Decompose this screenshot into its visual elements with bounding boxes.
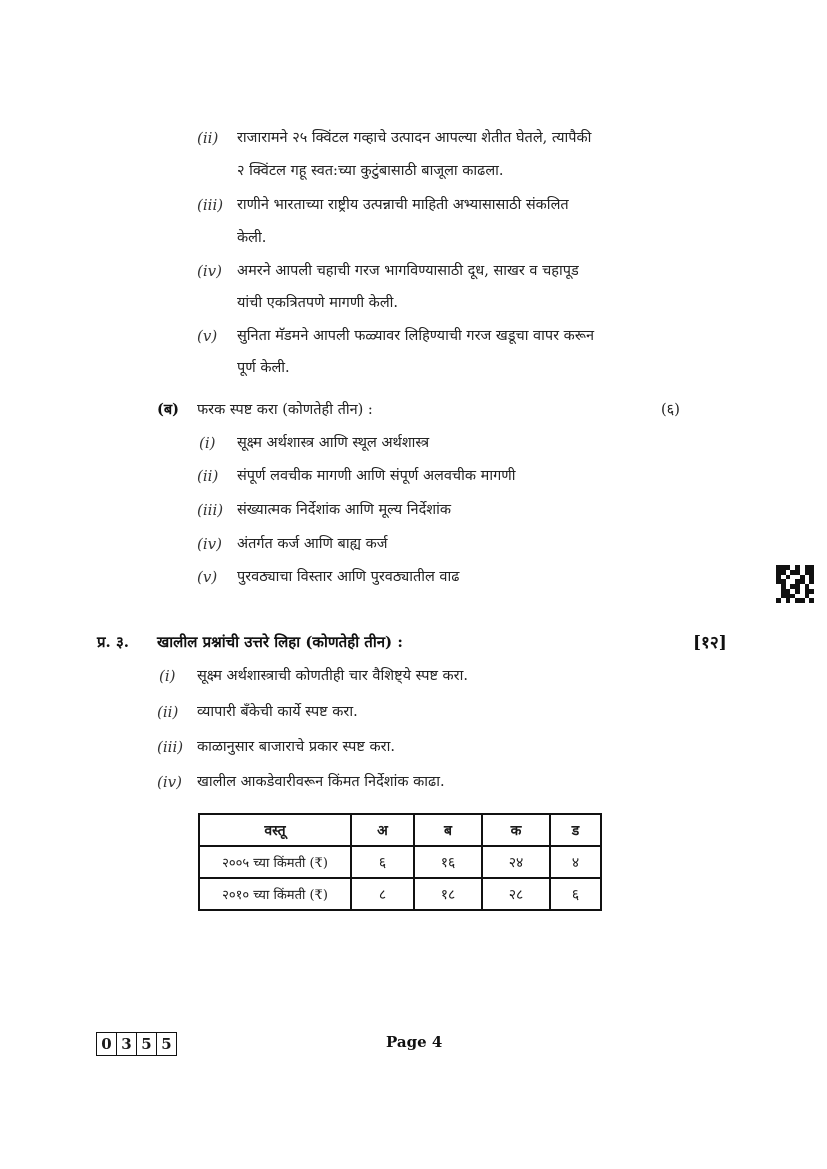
table-header-cell: ड [550,814,601,846]
item-text: संपूर्ण लवचीक मागणी आणि संपूर्ण अलवचीक मागणी [237,468,516,484]
table-cell: ६ [351,846,414,878]
code-digit: 5 [137,1033,157,1056]
item-text-line: पूर्ण केली. [237,360,290,376]
table-cell: ४ [550,846,601,878]
item-text: खालील आकडेवारीवरून किंमत निर्देशांक काढा. [197,774,445,790]
q2b-heading: फरक स्पष्ट करा (कोणतेही तीन) : [197,402,373,418]
item-text: संख्यात्मक निर्देशांक आणि मूल्य निर्देशांक [237,502,452,518]
paper-code-box [96,1032,177,1056]
item-number: (iv) [197,535,222,553]
code-digit: 0 [97,1033,117,1056]
q3-marks: [१२] [693,633,727,653]
item-text-line: २ क्विंटल गहू स्वत:च्या कुटुंबासाठी बाजूला काढला. [237,163,504,179]
item-text: सूक्ष्म अर्थशास्त्राची कोणतीही चार वैशिष्ट्ये स्पष्ट करा. [197,668,468,684]
table-cell: १६ [414,846,482,878]
item-text: सूक्ष्म अर्थशास्त्र आणि स्थूल अर्थशास्त्र [237,435,430,451]
q2b-marks: (६) [661,402,680,418]
item-number: (v) [197,568,218,586]
item-number: (ii) [197,129,219,147]
code-digit: 5 [157,1033,177,1056]
qr-code-icon [776,565,814,603]
item-number: (ii) [157,703,179,721]
q3-heading: खालील प्रश्नांची उत्तरे लिहा (कोणतेही तीन) : [157,633,403,651]
item-number: (iii) [157,738,184,756]
item-text-line: राजारामने २५ क्विंटल गव्हाचे उत्पादन आपल्या शेतीत घेतले, त्यापैकी [237,130,592,146]
item-text-line: राणीने भारताच्या राष्ट्रीय उत्पन्नाची माहिती अभ्यासासाठी संकलित [237,197,569,213]
code-digit: 3 [117,1033,137,1056]
table-row [199,846,601,878]
table-cell: २००५ च्या किंमती (₹) [199,846,351,878]
price-table [198,813,602,911]
item-number: (iii) [197,501,224,519]
q2b-label: (ब) [157,401,180,418]
item-number: (i) [159,667,176,685]
table-cell: ८ [351,878,414,910]
item-text-line: सुनिता मॅडमने आपली फळ्यावर लिहिण्याची गरज खडूचा वापर करून [237,328,595,344]
table-header-cell: क [482,814,550,846]
table-cell: २४ [482,846,550,878]
item-number: (iii) [197,196,224,214]
table-header-cell: अ [351,814,414,846]
item-text: काळानुसार बाजाराचे प्रकार स्पष्ट करा. [197,739,395,755]
table-cell: २०१० च्या किंमती (₹) [199,878,351,910]
table-header-row [199,814,601,846]
page-number: Page 4 [386,1033,443,1051]
q3-label: प्र. ३. [97,633,130,651]
item-text: व्यापारी बँकेची कार्ये स्पष्ट करा. [197,704,358,720]
item-number: (ii) [197,467,219,485]
table-cell: २८ [482,878,550,910]
table-header-cell: ब [414,814,482,846]
table-header-cell: वस्तू [199,814,351,846]
item-text-line: केली. [237,230,267,246]
table-cell: ६ [550,878,601,910]
item-number: (v) [197,327,218,345]
item-text-line: यांची एकत्रितपणे मागणी केली. [237,295,399,311]
item-text: पुरवठ्याचा विस्तार आणि पुरवठ्यातील वाढ [237,569,460,585]
item-number: (iv) [197,262,222,280]
item-text-line: अमरने आपली चहाची गरज भागविण्यासाठी दूध, साखर व चहापूड [237,263,579,279]
table-cell: १८ [414,878,482,910]
item-text: अंतर्गत कर्ज आणि बाह्य कर्ज [237,536,388,552]
item-number: (iv) [157,773,182,791]
item-number: (i) [199,434,216,452]
table-row [199,878,601,910]
